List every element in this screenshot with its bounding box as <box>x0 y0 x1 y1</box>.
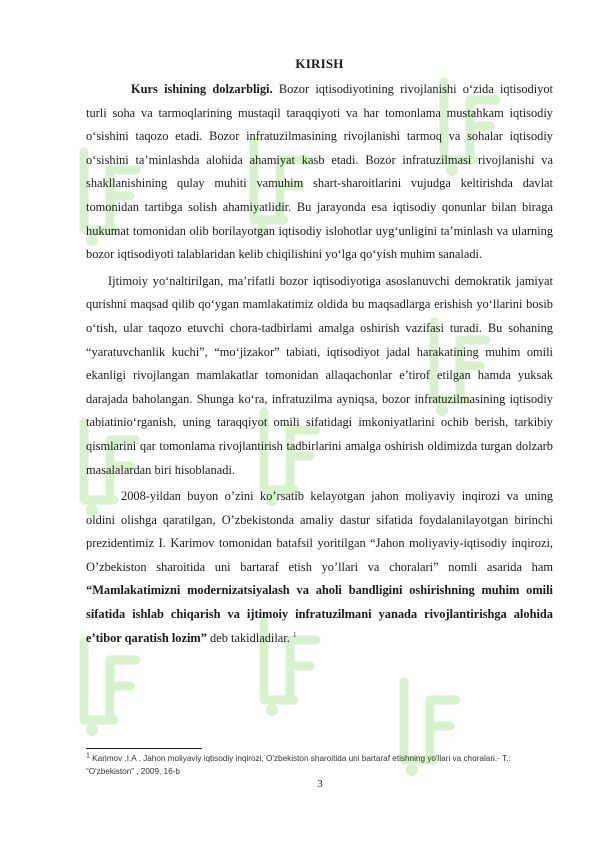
footnote <box>86 752 553 778</box>
document-body <box>86 55 553 650</box>
section-title: KIRISH <box>295 56 344 71</box>
crisis-text: 2008-yildan buyon o’zini ko’rsatib kelayotgan jahon moliyaviy inqirozi va uning oldini olishga qaratilgan, O’zbekistonda amaliy dastur sifatida foydalanilayotgan birinchi prezidentimiz I. Karimov tomonidan batafsil yoritilgan “Jahon moliyaviy-iqtisodiy inqirozi, O’zbekiston sharoitida uni bartaraf etish yo’llari va choralari” nomli asarida ham <box>86 489 553 574</box>
crisis-quote: “Mamlakatimizni modernizatsiyalash va aholi bandligini oshirishning muhim omili sifatida ishlab chiqarish va ijtimoiy infratuzilmani yanada rivojlantirishga alohida e’tibor qaratish lozim” <box>86 583 553 645</box>
paragraph-relevance <box>86 78 553 267</box>
relevance-text: Bozor iqtisodiyotining rivojlanishi o‘zida iqtisodiyot turli soha va tarmoqlarining mustaqil taraqqiyoti va har tomonlama mustahkam iqtisodiy o‘sishini taqozo etadi. Bozor infratuzilmasining rivojlanishi tarmoq va sohalar iqtisodiy o‘sishini ta’minlashda alohida ahamiyat kasb etadi. Bozor infratuzilmasi rivojlanishi va shakllanishining qulay muhiti vamuhim shart-sharoitlarini vujudga keltirishda davlat tomonidan tartibga solish ahamiyatlidir. Bu jarayonda esa iqtisodiy qonunlar bilan biraga hukumat tomonidan olib borilayotgan iqtisodiy islohotlar uyg‘unligini ta’minlash va ularning bozor iqtisodiyoti talablaridan kelib chiqilishini yo‘lga qo‘yish muhim sanaladi. <box>86 82 553 262</box>
footnote-divider <box>86 748 202 749</box>
footnote-marker: 1 <box>86 752 90 760</box>
paragraph-crisis <box>86 485 553 650</box>
crisis-tail: deb takidladilar. <box>206 630 290 645</box>
paragraph-society: Ijtimoiy yo‘naltirilgan, ma’rifatli bozor iqtisodiyotiga asoslanuvchi demokratik jamiyat qurishni maqsad qilib qo‘ygan mamlakatimiz oldida bu maqsadlarga erishish yo‘llarini bosib o‘tish, ular taqozo etuvchi chora-tadbirlami amalga oshirish vazifasi turadi. Bu sohaning “yaratuvchanlik kuchi”, “mo‘jizakor” tabiati, iqtisodiyot jadal harakatining muhim omili ekanligi rivojlangan mamlakatlar tomonidan allaqachonlar e’tirof etilgan hamda yuksak darajada baholangan. Shunga ko‘ra, infratuzilma ayniqsa, bozor infratuzilmasining iqtisodiy tabiatinio‘rganish, uning taraqqiyot omili sifatidagi imkoniyatlarini ochib berish, tarkibiy qismlarini qar tomonlama rivojlantirish tadbirlarini amalga oshirish oldimizda turgan dolzarb masalalardan biri hisoblanadi. <box>86 273 553 477</box>
relevance-lead: Kurs ishining dolzarbligi. <box>131 82 273 96</box>
footnote-reference[interactable]: 1 <box>292 630 297 639</box>
footnote-text: Karimov .I.A . Jahon moliyaviy iqtisodiy inqirozi, O'zbekiston sharoitida uni bartaraf etishning yo'llari va choralari.- T.: “O'zbekiston” , 2009, 16-b <box>86 754 511 776</box>
page-number: 3 <box>317 778 323 790</box>
